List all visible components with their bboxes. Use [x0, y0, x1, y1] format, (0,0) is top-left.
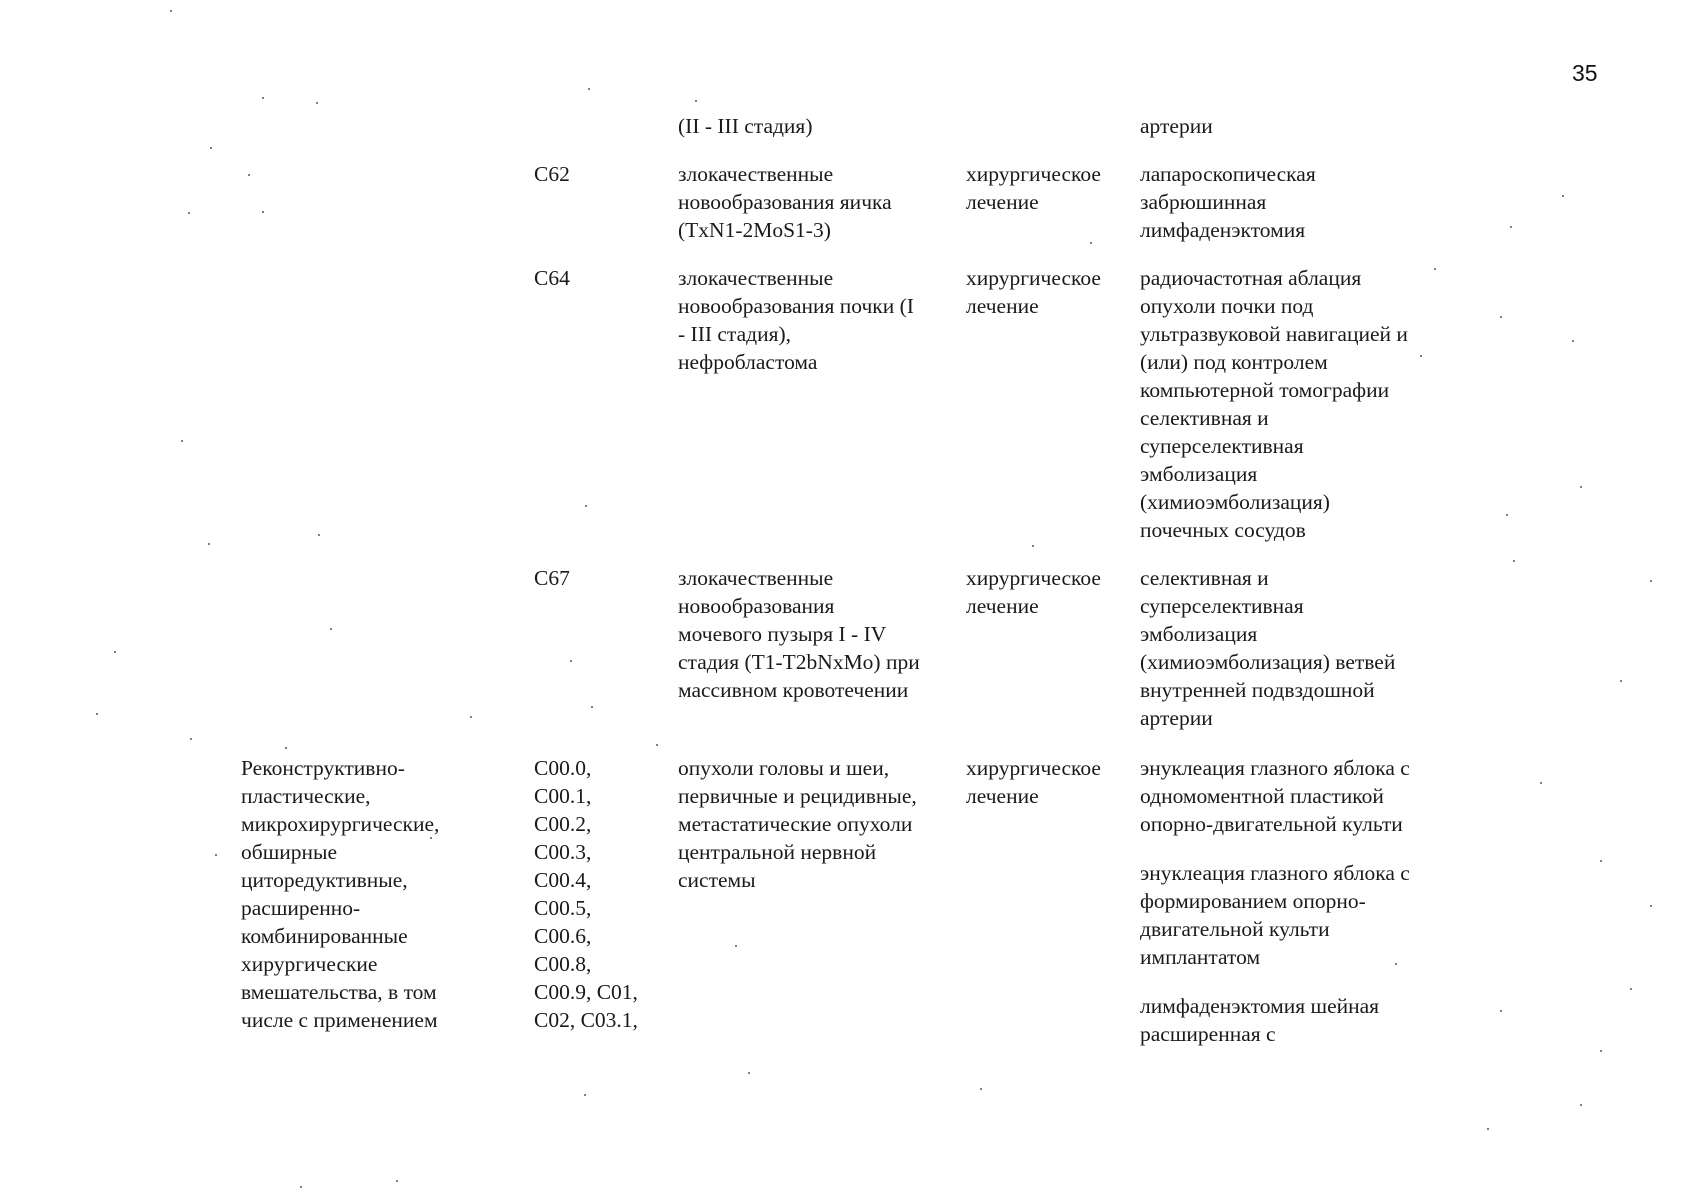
method-cell	[241, 754, 439, 1034]
icd-code-cell	[534, 564, 570, 592]
procedure-cell	[1140, 564, 1395, 732]
text-line: (химиоэмболизация) ветвей	[1140, 650, 1396, 674]
scan-speck	[1500, 316, 1502, 318]
text-line: - III стадия),	[678, 322, 792, 346]
text-line: нефробластома	[678, 350, 818, 374]
text-line: C00.8,	[534, 952, 592, 976]
scan-speck	[1500, 1010, 1502, 1012]
scan-speck	[1506, 514, 1508, 516]
text-line: ультразвуковой навигацией и	[1140, 322, 1408, 346]
scan-speck	[316, 102, 318, 104]
text-line: радиочастотная аблация	[1140, 266, 1362, 290]
procedure-cell	[1140, 992, 1379, 1048]
procedure-cell	[1140, 112, 1213, 140]
treatment-cell	[966, 264, 1101, 320]
scan-speck	[1032, 545, 1034, 547]
text-line: (или) под контролем	[1140, 350, 1328, 374]
scan-speck	[262, 97, 264, 99]
text-line: C00.5,	[534, 896, 592, 920]
scan-speck	[1395, 963, 1397, 965]
text-line: C00.2,	[534, 812, 592, 836]
text-line: C67	[534, 566, 570, 590]
text-line: лечение	[966, 190, 1039, 214]
text-line: числе с применением	[241, 1008, 438, 1032]
scan-speck	[1434, 268, 1436, 270]
text-line: пластические,	[241, 784, 371, 808]
scan-speck	[695, 100, 697, 102]
scan-speck	[318, 534, 320, 536]
treatment-cell	[966, 754, 1101, 810]
text-line: хирургические	[241, 952, 378, 976]
text-line: опухоли головы и шеи,	[678, 756, 890, 780]
text-line: лимфаденэктомия шейная	[1140, 994, 1380, 1018]
text-line: расширенная с	[1140, 1022, 1276, 1046]
text-line: расширенно-	[241, 896, 361, 920]
text-line: хирургическое	[966, 756, 1101, 780]
text-line: артерии	[1140, 114, 1213, 138]
text-line: суперселективная	[1140, 594, 1304, 618]
text-line: центральной нервной	[678, 840, 877, 864]
text-line: стадия (T1-T2bNxMo) при	[678, 650, 920, 674]
text-line: циторедуктивные,	[241, 868, 408, 892]
diagnosis-cell	[678, 754, 917, 894]
text-line: злокачественные	[678, 266, 834, 290]
text-line: первичные и рецидивные,	[678, 784, 917, 808]
scan-speck	[208, 543, 210, 545]
procedure-cell	[1140, 264, 1408, 544]
procedure-cell	[1140, 160, 1316, 244]
text-line: одномоментной пластикой	[1140, 784, 1384, 808]
diagnosis-cell	[678, 564, 920, 704]
procedure-cell	[1140, 859, 1410, 971]
text-line: имплантатом	[1140, 945, 1261, 969]
scan-speck	[1572, 340, 1574, 342]
text-line: (химиоэмболизация)	[1140, 490, 1330, 514]
text-line: хирургическое	[966, 162, 1101, 186]
scan-speck	[190, 738, 192, 740]
scan-speck	[262, 211, 264, 213]
text-line: компьютерной томографии	[1140, 378, 1390, 402]
text-line: метастатические опухоли	[678, 812, 913, 836]
scan-speck	[210, 147, 212, 149]
text-line: селективная и	[1140, 406, 1269, 430]
text-line: забрюшинная	[1140, 190, 1267, 214]
text-line: комбинированные	[241, 924, 408, 948]
text-line: обширные	[241, 840, 337, 864]
scan-speck	[285, 747, 287, 749]
scan-speck	[585, 505, 587, 507]
icd-code-cell	[534, 754, 638, 1034]
text-line: новообразования	[678, 594, 835, 618]
text-line: массивном кровотечении	[678, 678, 909, 702]
scan-speck	[570, 660, 572, 662]
text-line: эмболизация	[1140, 622, 1258, 646]
scan-speck	[181, 440, 183, 442]
text-line: злокачественные	[678, 162, 834, 186]
text-line: суперселективная	[1140, 434, 1304, 458]
diagnosis-cell	[678, 160, 892, 244]
text-line: Реконструктивно-	[241, 756, 405, 780]
scan-speck	[656, 744, 658, 746]
text-line: C00.4,	[534, 868, 592, 892]
scan-speck	[396, 1180, 398, 1182]
scan-speck	[1620, 680, 1622, 682]
diagnosis-cell	[678, 112, 812, 140]
text-line: C00.6,	[534, 924, 592, 948]
text-line: лимфаденэктомия	[1140, 218, 1306, 242]
text-line: C00.9, C01,	[534, 980, 638, 1004]
text-line: энуклеация глазного яблока с	[1140, 861, 1410, 885]
text-line: эмболизация	[1140, 462, 1258, 486]
text-line: лечение	[966, 594, 1039, 618]
text-line: опорно-двигательной культи	[1140, 812, 1403, 836]
scan-speck	[1090, 242, 1092, 244]
text-line: почечных сосудов	[1140, 518, 1306, 542]
scan-speck	[215, 854, 217, 856]
text-line: злокачественные	[678, 566, 834, 590]
procedure-cell	[1140, 754, 1410, 838]
text-line: вмешательства, в том	[241, 980, 437, 1004]
scan-speck	[300, 1186, 302, 1188]
scan-speck	[470, 716, 472, 718]
scan-speck	[1580, 1104, 1582, 1106]
scan-speck	[1510, 226, 1512, 228]
scan-speck	[1580, 486, 1582, 488]
icd-code-cell	[534, 160, 570, 188]
text-line: C00.3,	[534, 840, 592, 864]
text-line: мочевого пузыря I - IV	[678, 622, 887, 646]
text-line: C02, C03.1,	[534, 1008, 638, 1032]
page-number: 35	[1572, 60, 1598, 86]
text-line: (II - III стадия)	[678, 114, 813, 138]
text-line: C62	[534, 162, 570, 186]
diagnosis-cell	[678, 264, 914, 376]
text-line: опухоли почки под	[1140, 294, 1314, 318]
text-line: (TxN1-2MoS1-3)	[678, 218, 831, 242]
scan-speck	[1630, 988, 1632, 990]
treatment-cell	[966, 160, 1101, 216]
text-line: формированием опорно-	[1140, 889, 1366, 913]
scan-speck	[980, 1088, 982, 1090]
scan-speck	[1650, 580, 1652, 582]
text-line: новообразования почки (I	[678, 294, 914, 318]
scan-speck	[96, 713, 98, 715]
text-line: C64	[534, 266, 570, 290]
text-line: C00.0,	[534, 756, 592, 780]
scan-speck	[1562, 195, 1564, 197]
scan-speck	[188, 212, 190, 214]
text-line: двигательной культи	[1140, 917, 1330, 941]
scan-speck	[1540, 782, 1542, 784]
scan-speck	[1513, 560, 1515, 562]
text-line: лечение	[966, 294, 1039, 318]
text-line: энуклеация глазного яблока с	[1140, 756, 1410, 780]
scan-speck	[1420, 355, 1422, 357]
icd-code-cell	[534, 264, 570, 292]
text-line: C00.1,	[534, 784, 592, 808]
scan-speck	[1600, 860, 1602, 862]
scan-speck	[735, 945, 737, 947]
scan-speck	[114, 651, 116, 653]
scan-speck	[1600, 1050, 1602, 1052]
text-line: микрохирургические,	[241, 812, 440, 836]
text-line: селективная и	[1140, 566, 1269, 590]
scan-speck	[1650, 905, 1652, 907]
scan-speck	[1487, 1128, 1489, 1130]
text-line: хирургическое	[966, 566, 1101, 590]
text-line: лапароскопическая	[1140, 162, 1316, 186]
scan-speck	[591, 706, 593, 708]
scan-speck	[584, 1094, 586, 1096]
text-line: артерии	[1140, 706, 1213, 730]
text-line: системы	[678, 868, 756, 892]
text-line: новообразования яичка	[678, 190, 892, 214]
text-line: внутренней подвздошной	[1140, 678, 1375, 702]
scan-speck	[748, 1072, 750, 1074]
scan-speck	[170, 10, 172, 12]
scan-speck	[330, 628, 332, 630]
text-line: хирургическое	[966, 266, 1101, 290]
scan-speck	[248, 174, 250, 176]
scan-speck	[588, 88, 590, 90]
scan-speck	[430, 837, 432, 839]
text-line: лечение	[966, 784, 1039, 808]
treatment-cell	[966, 564, 1101, 620]
